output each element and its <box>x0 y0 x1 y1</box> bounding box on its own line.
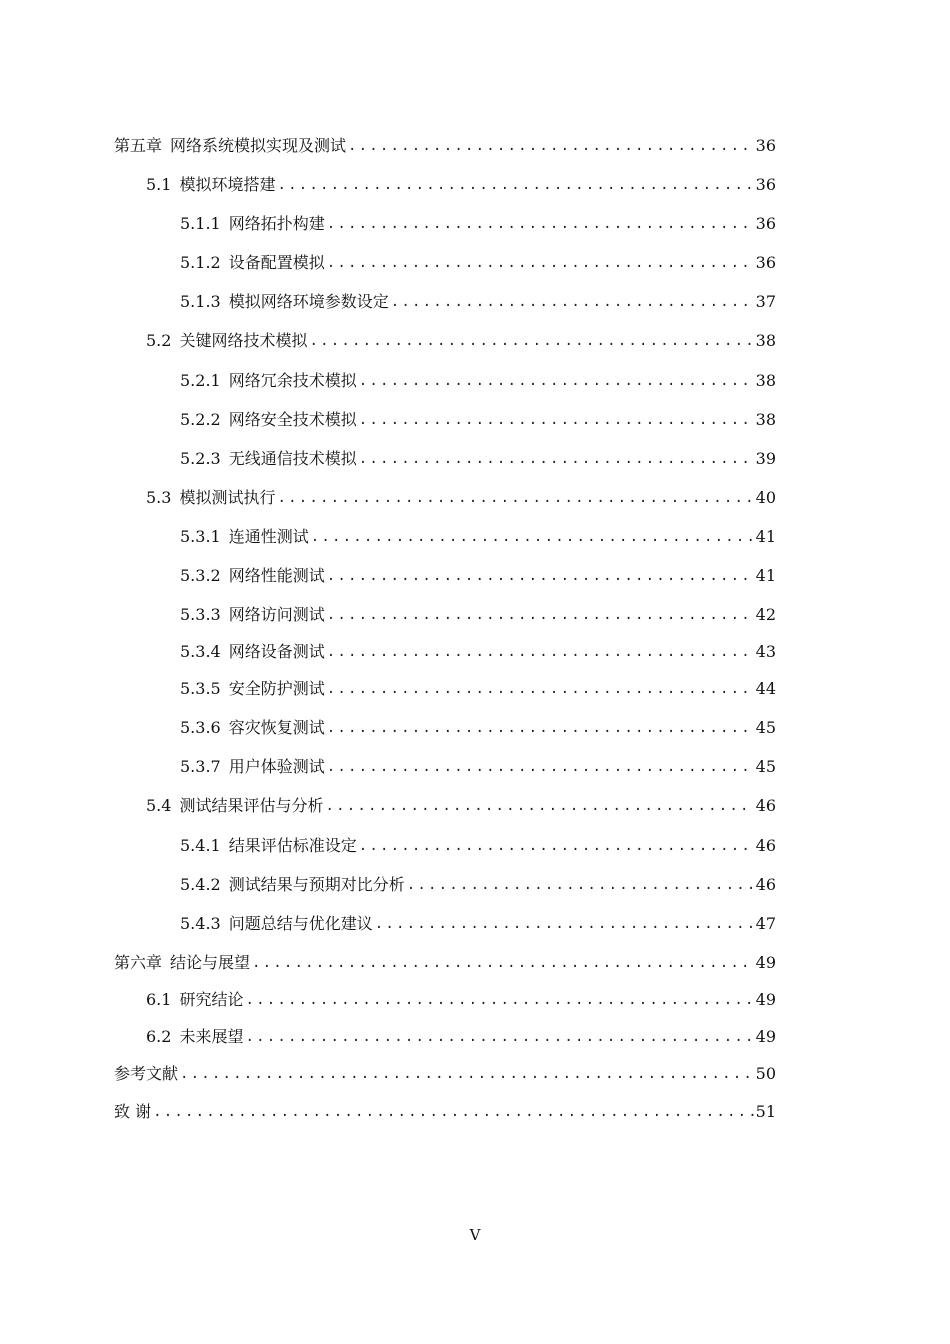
toc-number: 5.1.3 <box>180 292 221 311</box>
toc-page-number: 49 <box>755 990 776 1009</box>
toc-number: 5.3.2 <box>180 566 221 585</box>
toc-page-number: 49 <box>755 1027 776 1046</box>
toc-entry[interactable] <box>114 674 776 700</box>
toc-title: 网络拓扑构建 <box>228 214 325 233</box>
dot-leader <box>309 330 753 352</box>
toc-number: 5.2.2 <box>180 410 221 429</box>
toc-number: 5.2 <box>146 331 172 350</box>
toc-page-number: 37 <box>755 292 776 311</box>
dot-leader <box>375 913 754 935</box>
dot-leader <box>327 717 754 739</box>
toc-title: 安全防护测试 <box>228 679 325 698</box>
dot-leader <box>327 604 754 626</box>
toc-entry[interactable] <box>114 831 776 857</box>
dot-leader <box>359 448 754 470</box>
toc-title: 网络设备测试 <box>228 642 325 661</box>
toc-title: 测试结果评估与分析 <box>179 796 324 815</box>
dot-leader <box>311 526 754 548</box>
dot-leader <box>407 874 754 896</box>
toc-entry[interactable] <box>114 522 776 548</box>
toc-page-number: 45 <box>755 718 776 737</box>
toc-number: 5.4.3 <box>180 914 221 933</box>
toc-entry[interactable] <box>114 1059 776 1085</box>
toc-page-number: 38 <box>755 410 776 429</box>
toc-page-number: 38 <box>755 331 776 350</box>
toc-title: 网络系统模拟实现及测试 <box>170 136 347 155</box>
dot-leader <box>180 1063 754 1085</box>
toc-number: 5.3.7 <box>180 757 221 776</box>
dot-leader <box>327 252 754 274</box>
page-number: V <box>469 1226 481 1244</box>
toc-page-number: 41 <box>755 566 776 585</box>
dot-leader <box>277 174 753 196</box>
dot-leader <box>348 135 754 157</box>
toc-number: 第六章 <box>114 953 163 972</box>
toc-title: 网络冗余技术模拟 <box>228 371 357 390</box>
toc-number: 5.4 <box>146 796 172 815</box>
toc-title: 用户体验测试 <box>228 757 325 776</box>
toc-title: 问题总结与优化建议 <box>228 914 373 933</box>
toc-page-number: 39 <box>755 449 776 468</box>
toc-title: 网络性能测试 <box>228 566 325 585</box>
toc-page-number: 47 <box>755 914 776 933</box>
toc-page-number: 46 <box>755 875 776 894</box>
toc-title: 网络安全技术模拟 <box>228 410 357 429</box>
toc-title: 设备配置模拟 <box>228 253 325 272</box>
toc-title: 关键网络技术模拟 <box>179 331 308 350</box>
toc-page-number: 36 <box>755 175 776 194</box>
dot-leader <box>325 795 753 817</box>
toc-page-number: 42 <box>755 605 776 624</box>
toc-entry[interactable] <box>114 791 776 817</box>
toc-entry[interactable] <box>114 752 776 778</box>
toc-page-number: 49 <box>755 953 776 972</box>
toc-page-number: 50 <box>755 1064 776 1083</box>
toc-page-number: 45 <box>755 757 776 776</box>
toc-page-number: 36 <box>755 136 776 155</box>
toc-title: 参考文献 <box>114 1064 179 1083</box>
toc-title: 未来展望 <box>179 1027 244 1046</box>
toc-number: 5.3.3 <box>180 605 221 624</box>
toc-title: 致 谢 <box>114 1102 152 1121</box>
toc-entry[interactable] <box>114 131 776 157</box>
toc-page-number: 41 <box>755 527 776 546</box>
toc-title: 研究结论 <box>179 990 244 1009</box>
toc-entry[interactable] <box>114 713 776 739</box>
dot-leader <box>327 756 754 778</box>
toc-number: 5.3.6 <box>180 718 221 737</box>
toc-entry[interactable] <box>114 326 776 352</box>
dot-leader <box>327 565 754 587</box>
toc-entry[interactable] <box>114 948 776 974</box>
toc-title: 结果评估标准设定 <box>228 836 357 855</box>
toc-number: 5.3 <box>146 488 172 507</box>
toc-title: 无线通信技术模拟 <box>228 449 357 468</box>
toc-title: 模拟环境搭建 <box>179 175 276 194</box>
toc-number: 5.4.2 <box>180 875 221 894</box>
toc-page-number: 44 <box>755 679 776 698</box>
dot-leader <box>245 1026 753 1048</box>
toc-number: 5.3.4 <box>180 642 221 661</box>
toc-number: 5.1 <box>146 175 172 194</box>
toc-number: 5.2.3 <box>180 449 221 468</box>
toc-number: 5.1.2 <box>180 253 221 272</box>
toc-title: 模拟测试执行 <box>179 488 276 507</box>
toc-entry[interactable] <box>114 561 776 587</box>
dot-leader <box>252 952 754 974</box>
toc-title: 容灾恢复测试 <box>228 718 325 737</box>
dot-leader <box>359 835 754 857</box>
dot-leader <box>327 641 754 663</box>
toc-entry[interactable] <box>114 1097 776 1123</box>
toc-number: 6.2 <box>146 1027 172 1046</box>
toc-entry[interactable] <box>114 870 776 896</box>
toc-title: 模拟网络环境参数设定 <box>228 292 389 311</box>
toc-entry[interactable] <box>114 637 776 663</box>
toc-page-number: 36 <box>755 214 776 233</box>
toc-title: 网络访问测试 <box>228 605 325 624</box>
toc-number: 6.1 <box>146 990 172 1009</box>
dot-leader <box>153 1101 754 1123</box>
toc-number: 5.3.5 <box>180 679 221 698</box>
toc-entry[interactable] <box>114 909 776 935</box>
dot-leader <box>277 487 753 509</box>
toc-entry[interactable] <box>114 483 776 509</box>
toc-page-number: 40 <box>755 488 776 507</box>
toc-entry[interactable] <box>114 600 776 626</box>
toc-page-number: 43 <box>755 642 776 661</box>
toc-entry[interactable] <box>114 170 776 196</box>
dot-leader <box>327 678 754 700</box>
toc-entry[interactable] <box>114 366 776 392</box>
toc-page-number: 46 <box>755 796 776 815</box>
toc-page-number: 46 <box>755 836 776 855</box>
toc-entry[interactable] <box>114 248 776 274</box>
toc-number: 5.3.1 <box>180 527 221 546</box>
toc-entry[interactable] <box>114 985 776 1011</box>
toc-number: 5.2.1 <box>180 371 221 390</box>
toc-entry[interactable] <box>114 1022 776 1048</box>
dot-leader <box>359 409 754 431</box>
toc-title: 连通性测试 <box>228 527 309 546</box>
toc-entry[interactable] <box>114 209 776 235</box>
dot-leader <box>391 291 754 313</box>
toc-title: 测试结果与预期对比分析 <box>228 875 405 894</box>
toc-page-number: 36 <box>755 253 776 272</box>
toc-number: 5.1.1 <box>180 214 221 233</box>
toc-number: 第五章 <box>114 136 163 155</box>
toc-page-number: 51 <box>755 1102 776 1121</box>
toc-entry[interactable] <box>114 444 776 470</box>
toc-title: 结论与展望 <box>170 953 251 972</box>
toc-entry[interactable] <box>114 405 776 431</box>
dot-leader <box>245 989 753 1011</box>
toc-entry[interactable] <box>114 287 776 313</box>
toc-number: 5.4.1 <box>180 836 221 855</box>
dot-leader <box>359 370 754 392</box>
toc-page-number: 38 <box>755 371 776 390</box>
dot-leader <box>327 213 754 235</box>
